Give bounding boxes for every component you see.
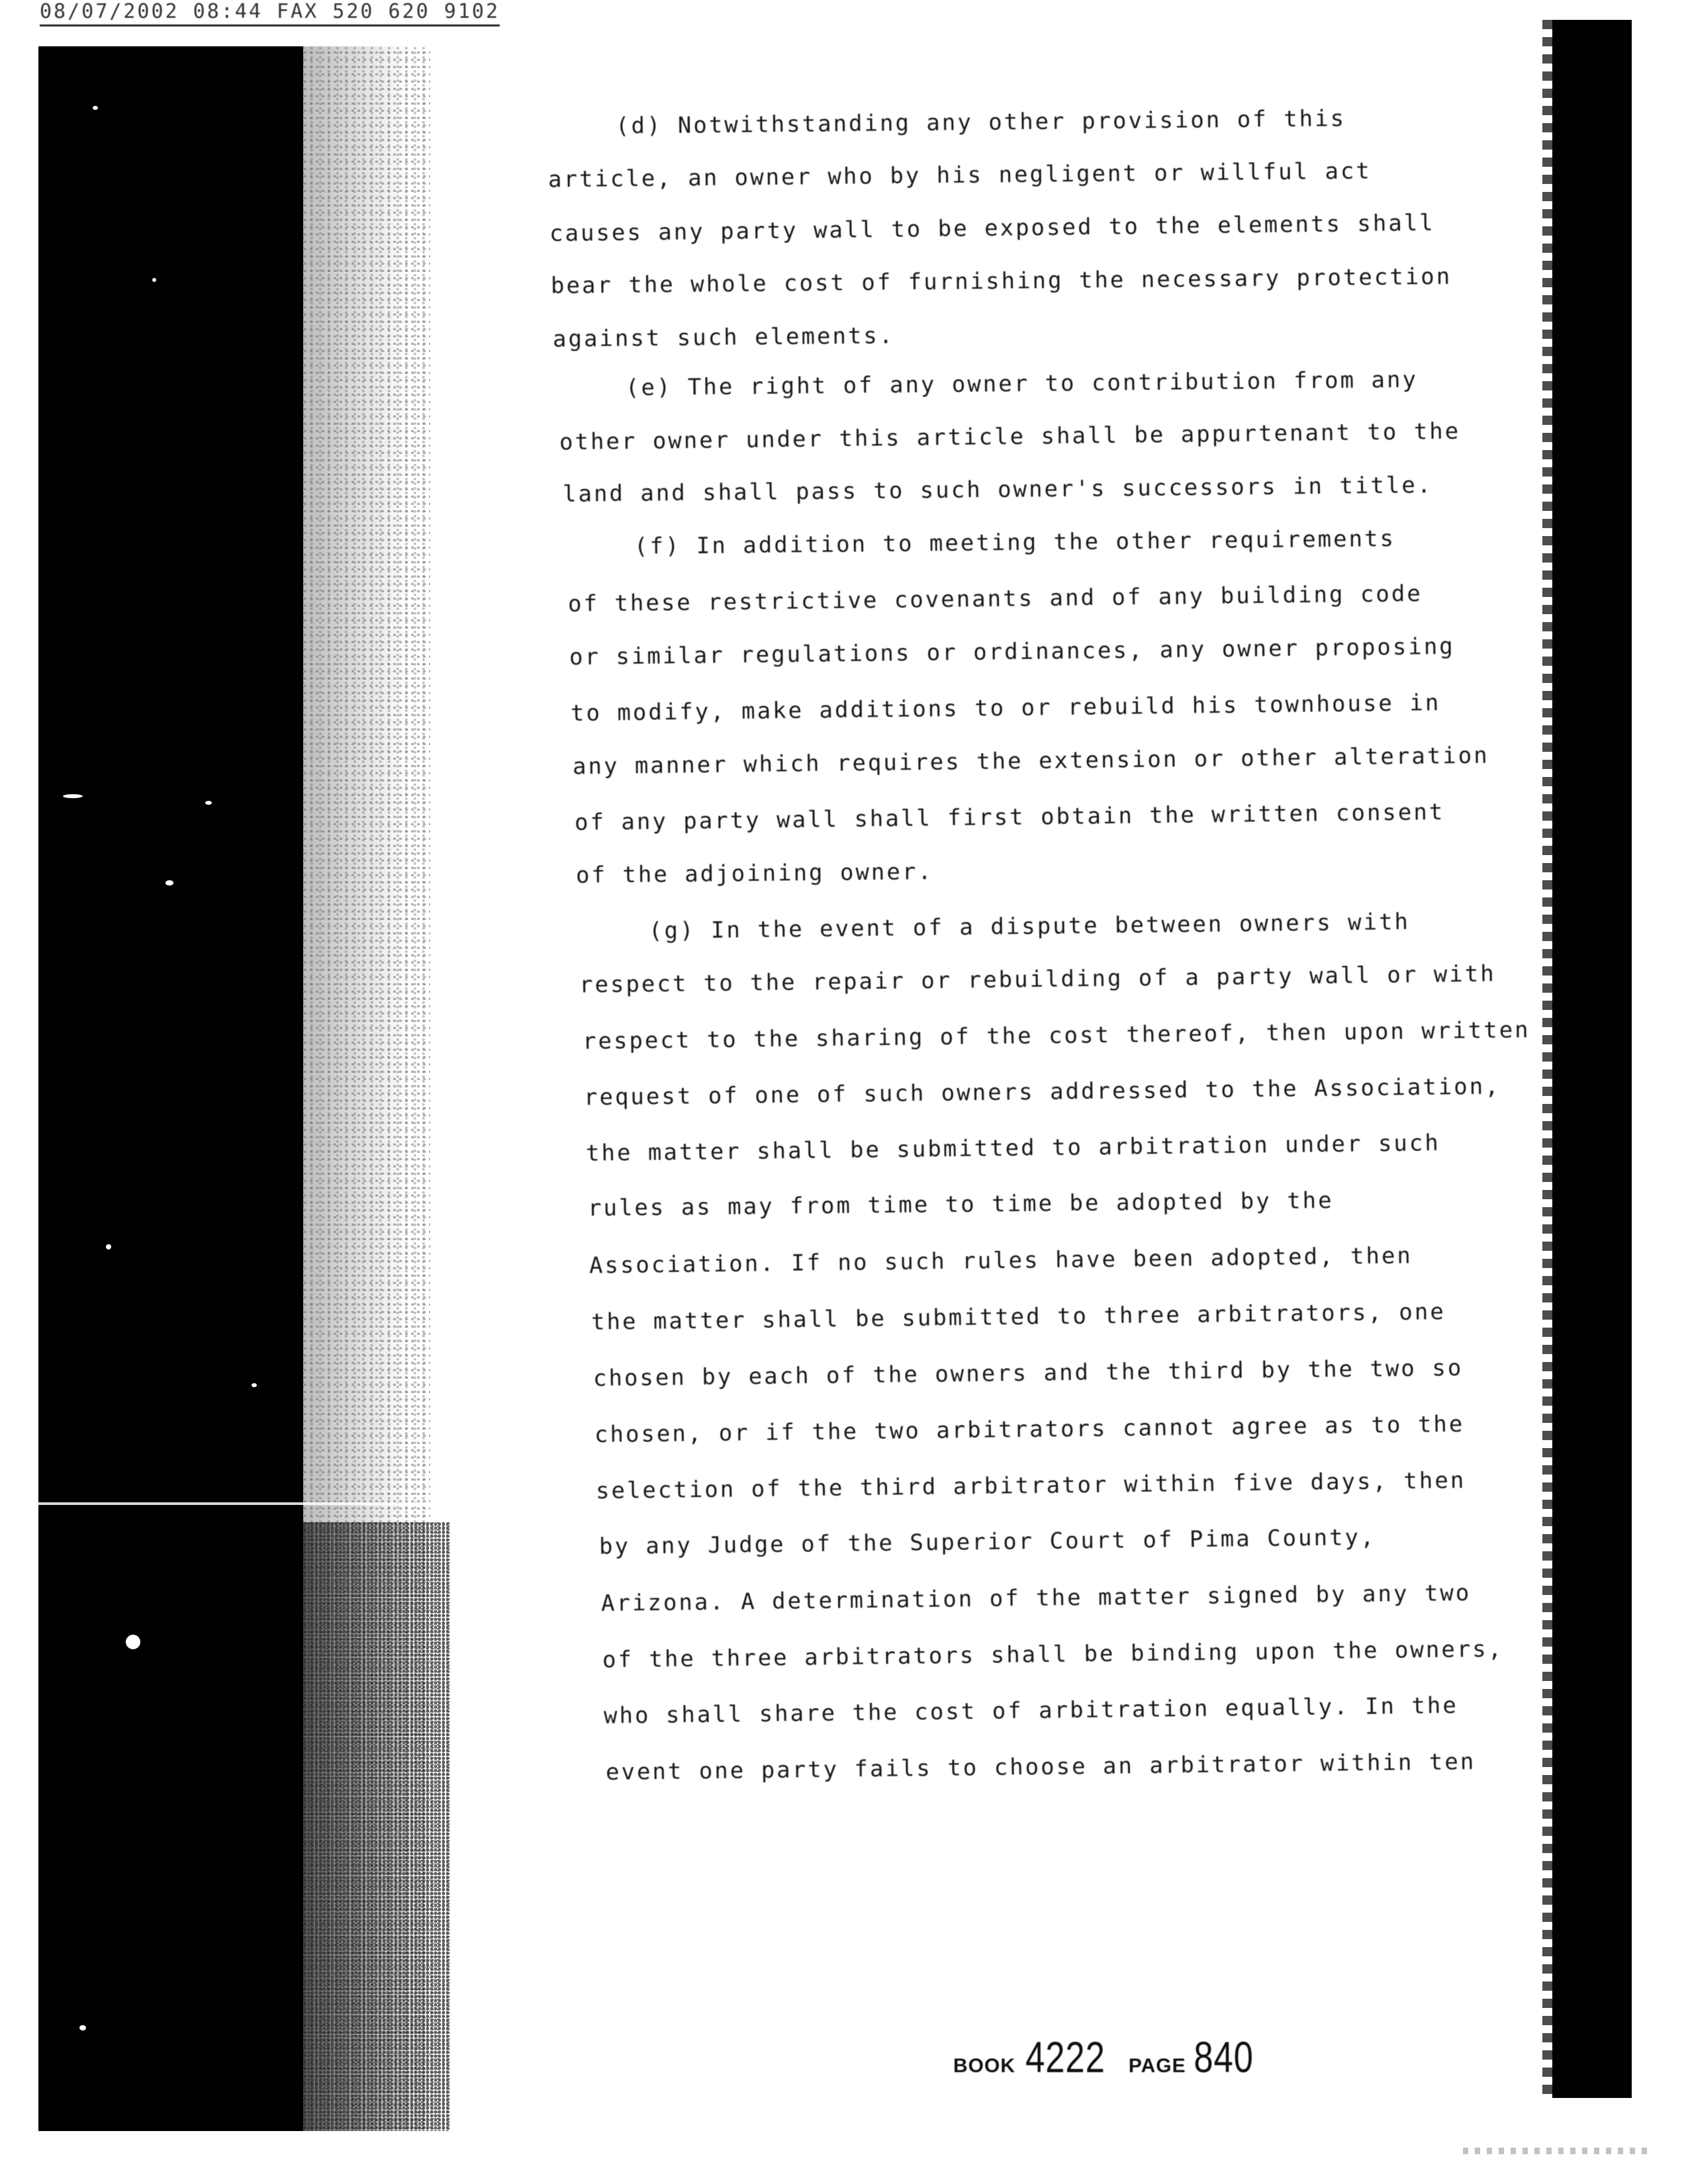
- left-scan-margin: [38, 46, 303, 2131]
- scan-artifact-line: [38, 1502, 436, 1505]
- right-scan-margin: [1552, 20, 1632, 2098]
- left-scan-fade-lower: [291, 1522, 450, 2131]
- text-line: of the adjoining owner.: [575, 858, 934, 889]
- scan-speck: [93, 106, 98, 110]
- text-line: Arizona. A determination of the matter signed by any two: [600, 1579, 1472, 1617]
- scan-speck: [79, 2025, 86, 2030]
- scan-speck: [152, 278, 156, 282]
- text-line: of the three arbitrators shall be binding upon the owners,: [602, 1635, 1504, 1674]
- text-line: selection of the third arbitrator within five days, then: [595, 1467, 1466, 1505]
- text-line: to modify, make additions to or rebuild his townhouse in: [570, 689, 1441, 727]
- text-line: or similar regulations or ordinances, any owner proposing: [569, 633, 1455, 671]
- scan-speck: [106, 1244, 111, 1250]
- book-number: 4222: [1025, 2032, 1105, 2081]
- text-line: causes any party wall to be exposed to the elements shall: [549, 209, 1435, 248]
- text-line: (f) In addition to meeting the other requirements: [633, 525, 1396, 561]
- text-line: by any Judge of the Superior Court of Pima County,: [598, 1524, 1376, 1561]
- scan-noise: [1463, 2148, 1648, 2154]
- text-line: event one party fails to choose an arbitrator within ten: [605, 1748, 1476, 1786]
- text-line: (e) The right of any owner to contribution from any: [625, 366, 1419, 402]
- text-line: bear the whole cost of furnishing the necessary protection: [550, 263, 1452, 300]
- text-line: request of one of such owners addressed to the Association,: [583, 1073, 1501, 1111]
- text-line: the matter shall be submitted to three arbitrators, one: [590, 1298, 1446, 1336]
- text-line: who shall share the cost of arbitration equally. In the: [603, 1692, 1459, 1729]
- text-line: chosen by each of the owners and the third by the two so: [592, 1354, 1464, 1392]
- page-number: 840: [1193, 2032, 1254, 2081]
- scan-speck: [205, 801, 212, 805]
- text-line: land and shall pass to such owner's successors in title.: [562, 472, 1433, 508]
- text-line: respect to the repair or rebuilding of a party wall or with: [579, 960, 1496, 999]
- text-line: article, an owner who by his negligent or willful act: [547, 158, 1372, 193]
- page-label: PAGE: [1128, 2055, 1186, 2077]
- text-line: rules as may from time to time be adopted by the: [587, 1187, 1334, 1222]
- text-line: of these restrictive covenants and of any building code: [567, 580, 1423, 617]
- text-line: of any party wall shall first obtain the written consent: [574, 798, 1445, 837]
- book-label: BOOK: [953, 2055, 1015, 2077]
- right-scan-edge: [1542, 20, 1553, 2098]
- text-line: the matter shall be submitted to arbitration under such: [585, 1130, 1441, 1167]
- scan-speck: [252, 1383, 257, 1387]
- scan-speck: [63, 794, 83, 798]
- text-line: (g) In the event of a dispute between owners with: [648, 908, 1411, 945]
- text-line: any manner which requires the extension or other alteration: [572, 742, 1489, 780]
- text-line: other owner under this article shall be appurtenant to the: [559, 418, 1461, 456]
- text-line: Association. If no such rules have been adopted, then: [588, 1242, 1413, 1279]
- text-line: chosen, or if the two arbitrators cannot agree as to the: [594, 1410, 1465, 1449]
- text-line: (d) Notwithstanding any other provision of this: [615, 105, 1346, 140]
- scan-speck: [126, 1635, 140, 1649]
- text-line: against such elements.: [552, 322, 895, 353]
- book-page-stamp: [953, 2032, 1261, 2082]
- text-line: respect to the sharing of the cost thereof, then upon written: [582, 1017, 1530, 1055]
- scan-speck: [165, 880, 173, 886]
- fax-header: 08/07/2002 08:44 FAX 520 620 9102: [40, 0, 500, 26]
